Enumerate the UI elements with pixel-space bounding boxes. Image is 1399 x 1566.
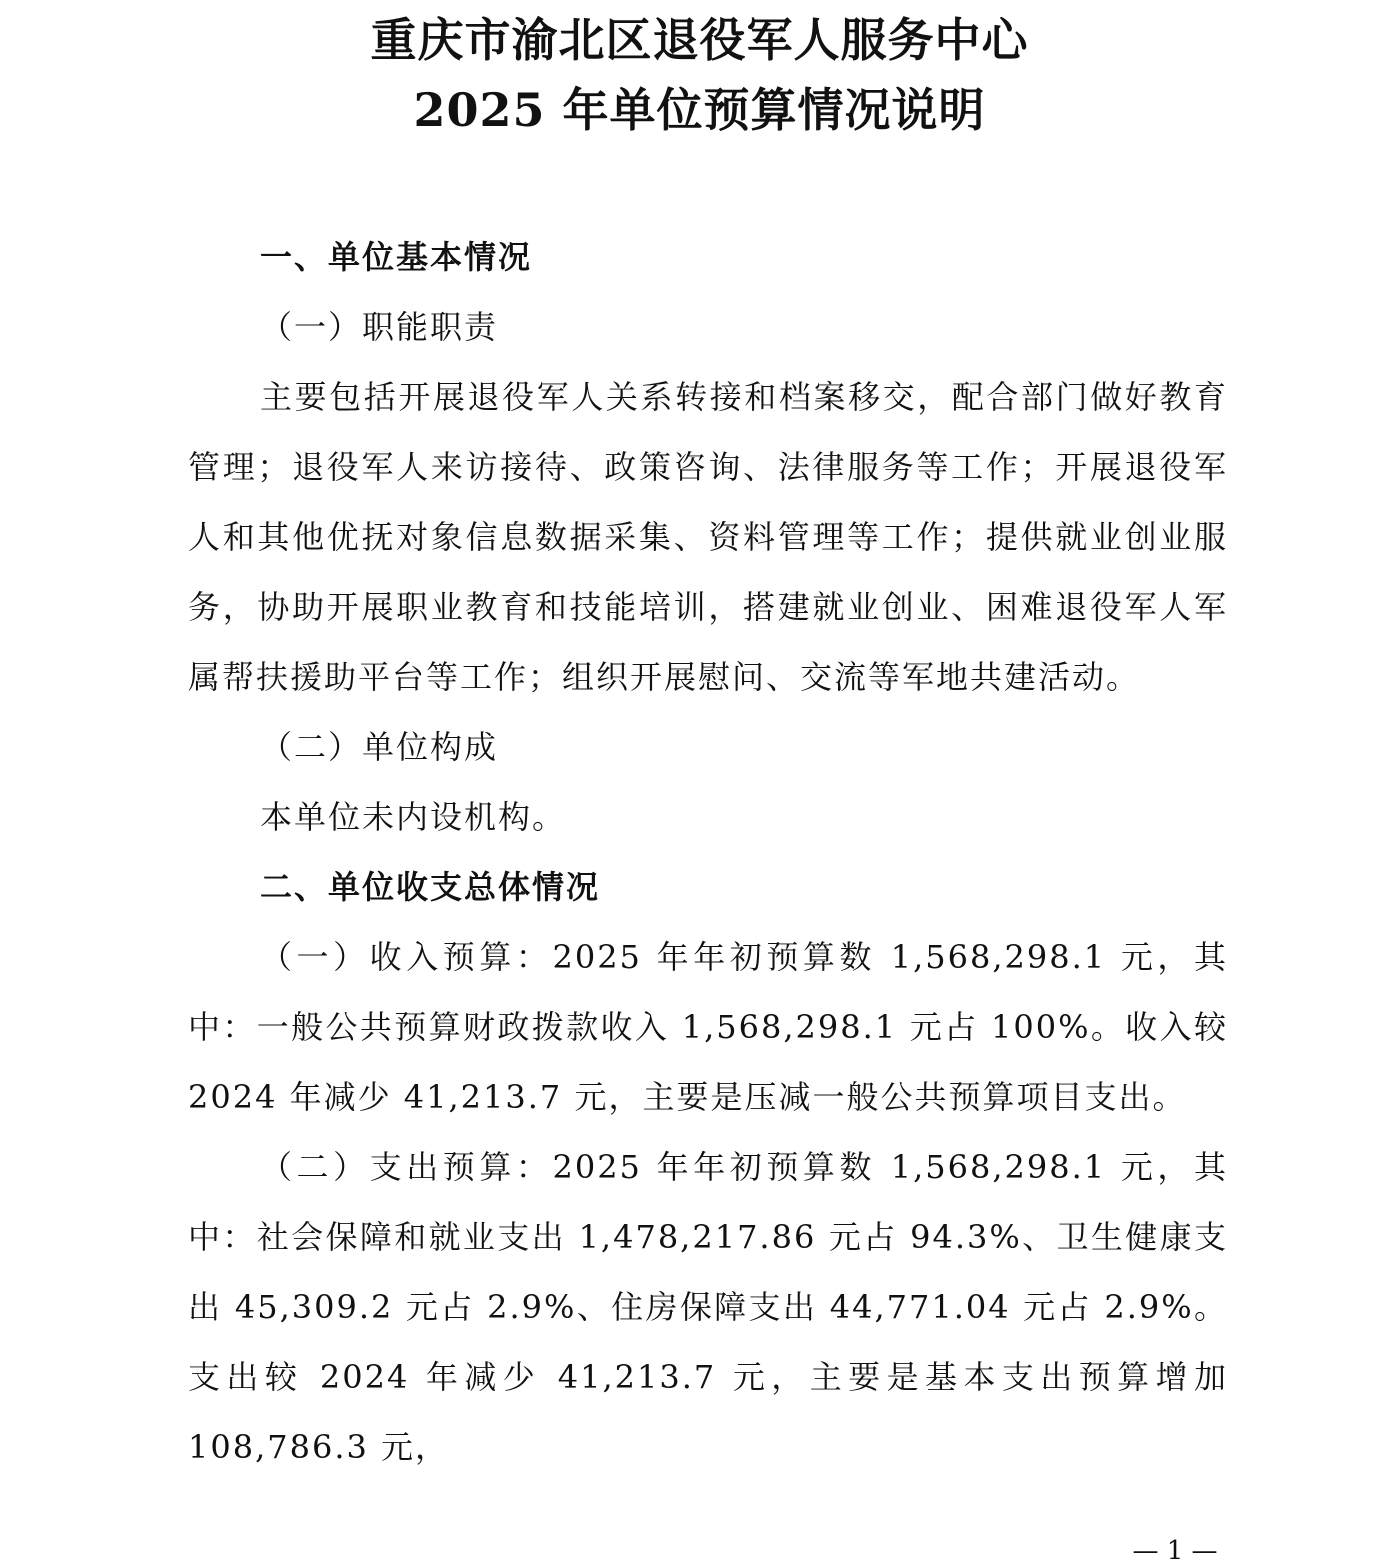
paragraph-functions: 主要包括开展退役军人关系转接和档案移交，配合部门做好教育管理；退役军人来访接待、政策咨询、法律服务等工作；开展退役军人和其他优抚对象信息数据采集、资料管理等工作；提供就业创业服务，协助开展职业教育和技能培训，搭建就业创业、困难退役军人军属帮扶援助平台等工作；组织开展慰问、交流等军地共建活动。	[188, 378, 1228, 696]
subheading-functions: （一）职能职责	[260, 308, 499, 346]
document-body	[188, 222, 1228, 1482]
paragraph-income-budget: （一）收入预算：2025 年年初预算数 1,568,298.1 元，其中：一般公共预算财政拨款收入 1,568,298.1 元占 100%。收入较 2024 年减少 41,213.7 元，主要是压减一般公共预算项目支出。	[188, 938, 1228, 1116]
document-title-line-1: 重庆市渝北区退役军人服务中心	[370, 13, 1029, 67]
paragraph-expenditure-budget: （二）支出预算：2025 年年初预算数 1,568,298.1 元，其中：社会保障和就业支出 1,478,217.86 元占 94.3%、卫生健康支出 45,309.2 元占 2.9%、住房保障支出 44,771.04 元占 2.9%。支出较 2024 年减少 41,213.7 元，主要是基本支出预算增加 108,786.3 元，	[188, 1148, 1228, 1466]
section-heading-budget-overview: 二、单位收支总体情况	[260, 868, 601, 906]
section-heading-basic-info: 一、单位基本情况	[260, 238, 533, 276]
document-title-line-2: 2025 年单位预算情况说明	[413, 83, 986, 137]
subheading-structure: （二）单位构成	[260, 728, 499, 766]
paragraph-structure: 本单位未内设机构。	[260, 798, 567, 836]
page-number: — 1 —	[1132, 1536, 1218, 1566]
